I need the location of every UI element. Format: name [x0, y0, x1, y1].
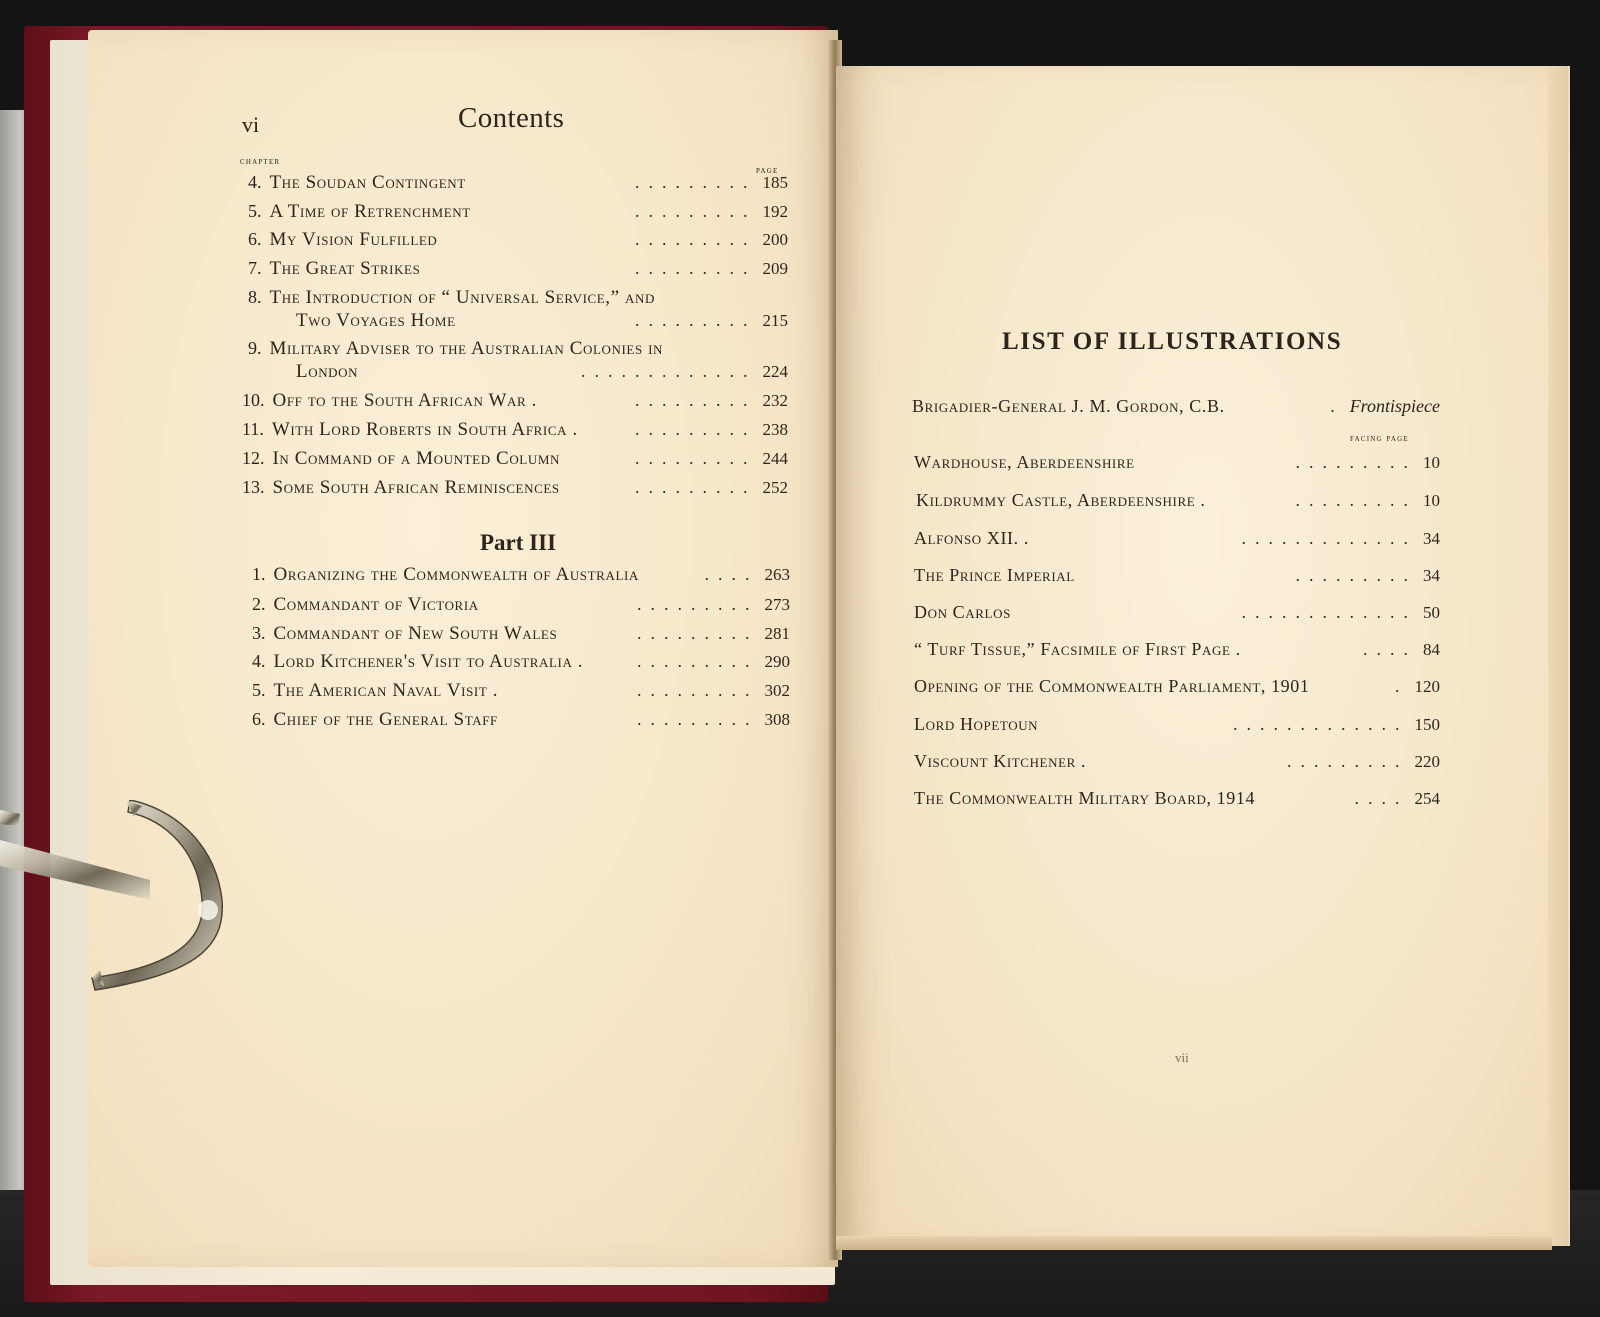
dot-leader: ....	[704, 564, 759, 584]
illustration-page: 120	[1414, 677, 1440, 696]
dot-leader: .........	[637, 709, 759, 729]
toc-entry-number: 12.	[242, 448, 265, 468]
illustration-entry	[914, 565, 1440, 589]
illustration-page: 34	[1423, 566, 1440, 585]
toc-entry-title: My Vision Fulfilled	[269, 229, 438, 250]
toc-entry-page: 224	[762, 362, 788, 381]
right-page-edge	[1548, 66, 1568, 1246]
toc-entry	[252, 594, 790, 618]
toc-entry-number: 8.	[248, 287, 262, 307]
toc-entry-number: 2.	[252, 594, 266, 614]
toc-entry-title-cont: Two Voyages Home	[296, 310, 456, 331]
toc-entry-title: With Lord Roberts in South Africa .	[271, 419, 578, 440]
toc-entry-title: Military Adviser to the Australian Colonies in	[269, 338, 664, 359]
dot-leader: .........	[637, 680, 759, 700]
illustration-entry	[914, 714, 1440, 738]
illustration-title: The Prince Imperial	[914, 565, 1075, 585]
toc-entry-page: 232	[762, 391, 788, 410]
toc-entry-number: 10.	[242, 390, 265, 410]
dot-leader: .........	[635, 172, 757, 192]
toc-entry-page: 263	[764, 565, 790, 584]
toc-entry-page: 209	[762, 259, 788, 278]
toc-entry-page: 185	[762, 173, 788, 192]
dot-leader: .........	[635, 477, 757, 497]
illustration-page: 84	[1423, 640, 1440, 659]
toc-entry-title: Off to the South African War .	[272, 390, 537, 411]
toc-entry-title-cont: London	[296, 361, 359, 382]
dot-leader: .............	[1241, 528, 1417, 548]
dot-leader: .........	[635, 258, 757, 278]
toc-entry-page: 200	[762, 230, 788, 249]
part-heading: Part III	[480, 530, 557, 555]
illustration-title: “ Turf Tissue,” Facsimile of First Page .	[914, 639, 1241, 659]
toc-entry	[248, 258, 788, 282]
dot-leader: .........	[635, 310, 757, 330]
right-page-bottom-edge	[836, 1236, 1552, 1250]
dot-leader: .........	[635, 448, 757, 468]
toc-entry-page: 244	[762, 449, 788, 468]
toc-entry-page: 192	[762, 202, 788, 221]
dot-leader: .........	[1295, 452, 1417, 472]
toc-entry-title: The Introduction of “ Universal Service,” and	[269, 287, 656, 308]
illustrations-title: LIST OF ILLUSTRATIONS	[1002, 328, 1343, 355]
dot-leader: .	[1330, 396, 1344, 416]
contents-title: Contents	[458, 102, 565, 134]
toc-entry-title: Commandant of Victoria	[273, 594, 479, 615]
illustration-title: Lord Hopetoun	[914, 714, 1039, 734]
toc-entry-page: 238	[762, 420, 788, 439]
toc-entry-continuation	[296, 361, 788, 385]
dot-leader: ....	[1363, 639, 1417, 659]
illustration-title: Viscount Kitchener .	[914, 751, 1087, 771]
illustration-title: Don Carlos	[914, 602, 1011, 622]
toc-entry-title: The Great Strikes	[269, 258, 421, 279]
illustration-entry	[916, 490, 1440, 514]
illustration-page: 220	[1414, 752, 1440, 771]
dot-leader: .............	[1233, 714, 1409, 734]
toc-entry-title: Organizing the Commonwealth of Australia	[273, 564, 639, 585]
toc-entry-number: 9.	[248, 338, 262, 358]
toc-entry	[248, 229, 788, 253]
illustration-title: The Commonwealth Military Board, 1914	[914, 788, 1256, 808]
toc-entry-continuation	[296, 310, 788, 334]
frontispiece-entry	[912, 396, 1440, 420]
dot-leader: .........	[1295, 565, 1417, 585]
dot-leader: .........	[1295, 490, 1417, 510]
illustration-title: Wardhouse, Aberdeenshire	[914, 452, 1135, 472]
toc-entry	[248, 287, 788, 311]
toc-entry-title: Commandant of New South Wales	[273, 623, 558, 644]
dot-leader: ....	[1354, 788, 1409, 808]
anchor-bookmark-icon	[0, 800, 240, 1020]
illustration-title: Kildrummy Castle, Aberdeenshire .	[916, 490, 1206, 510]
toc-entry-title: A Time of Retrenchment	[269, 201, 471, 222]
dot-leader: .............	[1241, 602, 1417, 622]
dot-leader: .........	[1287, 751, 1409, 771]
toc-entry-title: Chief of the General Staff	[273, 709, 498, 730]
right-folio: vii	[1175, 1050, 1189, 1065]
toc-entry	[252, 623, 790, 647]
toc-entry-number: 13.	[242, 477, 265, 497]
frontispiece-label: Frontispiece	[1349, 396, 1440, 416]
toc-entry	[248, 172, 788, 196]
toc-entry-number: 4.	[248, 172, 262, 192]
illustration-page: 10	[1423, 453, 1440, 472]
toc-entry-number: 5.	[252, 680, 266, 700]
dot-leader: .........	[637, 623, 759, 643]
dot-leader: .........	[635, 229, 757, 249]
toc-entry-number: 5.	[248, 201, 262, 221]
toc-entry-title: The Soudan Contingent	[269, 172, 466, 193]
toc-entry	[252, 651, 790, 675]
toc-entry	[242, 419, 788, 443]
dot-leader: .........	[635, 390, 757, 410]
toc-entry	[248, 201, 788, 225]
illustration-page: 50	[1423, 603, 1440, 622]
toc-entry-number: 3.	[252, 623, 266, 643]
illustration-entry	[914, 751, 1440, 775]
toc-entry	[252, 564, 790, 588]
toc-entry	[252, 709, 790, 733]
dot-leader: .............	[581, 361, 757, 381]
toc-entry	[242, 390, 788, 414]
illustration-title: Opening of the Commonwealth Parliament, 1901	[914, 676, 1310, 696]
toc-entry-page: 281	[764, 624, 790, 643]
illustration-entry	[914, 528, 1440, 552]
dot-leader: .........	[635, 419, 757, 439]
toc-entry-page: 302	[764, 681, 790, 700]
toc-entry-title: The American Naval Visit .	[273, 680, 499, 701]
toc-entry	[248, 338, 788, 362]
toc-entry-page: 308	[764, 710, 790, 729]
illustration-page: 10	[1423, 491, 1440, 510]
toc-entry-number: 11.	[242, 419, 264, 439]
illustration-page: 150	[1414, 715, 1440, 734]
illustration-title: Alfonso XII. .	[914, 528, 1029, 548]
illustration-page: 254	[1414, 789, 1440, 808]
dot-leader: .........	[637, 651, 759, 671]
dot-leader: .........	[635, 201, 757, 221]
toc-entry-number: 4.	[252, 651, 266, 671]
toc-entry	[252, 680, 790, 704]
toc-entry-number: 6.	[252, 709, 266, 729]
illustration-entry	[914, 452, 1440, 476]
chapter-label: chapter	[240, 156, 281, 167]
dot-leader: .........	[637, 594, 759, 614]
toc-entry	[242, 477, 788, 501]
toc-entry	[242, 448, 788, 472]
dot-leader: .	[1395, 676, 1409, 696]
illustration-entry	[914, 602, 1440, 626]
toc-entry-page: 273	[764, 595, 790, 614]
illustration-entry	[914, 639, 1440, 663]
left-folio: vi	[242, 112, 260, 137]
toc-entry-number: 1.	[252, 564, 266, 584]
facing-page-label: facing page	[1350, 433, 1409, 444]
toc-entry-title: Lord Kitchener's Visit to Australia .	[273, 651, 584, 672]
toc-entry-page: 215	[762, 311, 788, 330]
toc-entry-page: 290	[764, 652, 790, 671]
illustration-entry	[914, 788, 1440, 812]
page-label: page	[756, 165, 779, 176]
toc-entry-number: 7.	[248, 258, 262, 278]
toc-entry-title: In Command of a Mounted Column	[272, 448, 560, 469]
illustration-entry	[914, 676, 1440, 700]
illustration-page: 34	[1423, 529, 1440, 548]
toc-entry-title: Some South African Reminiscences	[272, 477, 560, 498]
toc-entry-number: 6.	[248, 229, 262, 249]
toc-entry-page: 252	[762, 478, 788, 497]
illustration-title: Brigadier-General J. M. Gordon, C.B.	[912, 396, 1225, 416]
